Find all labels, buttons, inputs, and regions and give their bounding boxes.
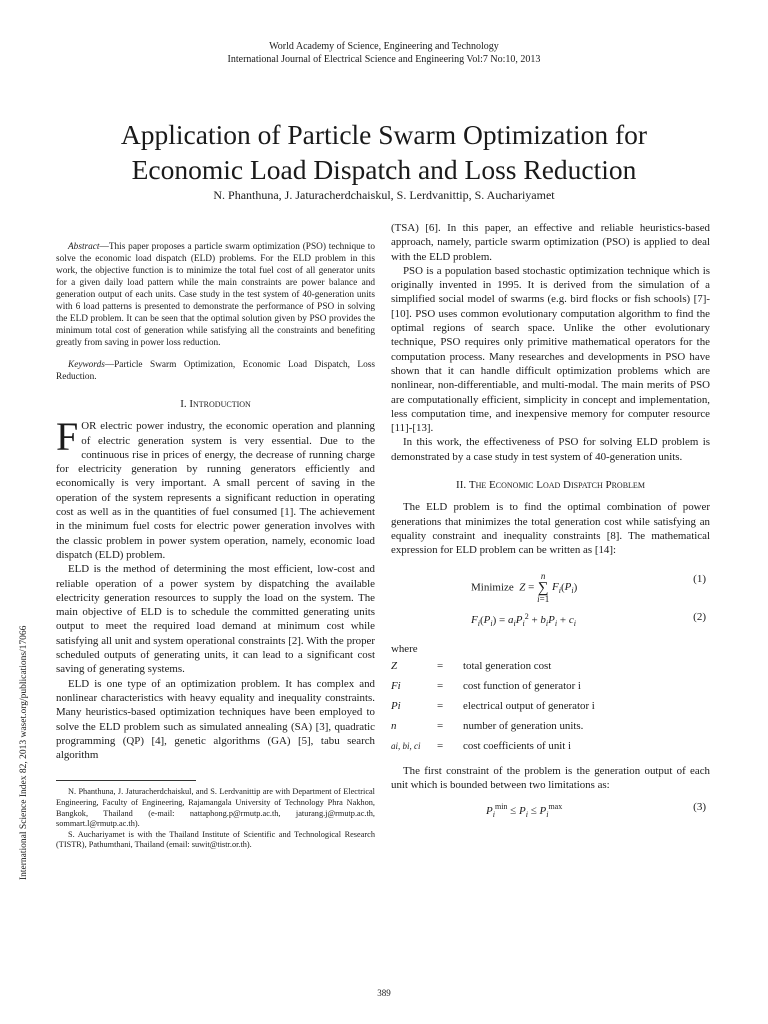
equation-1: Minimize Z = n ∑ i=1 $F_i(P_i)$ (1) (471, 570, 706, 604)
equation-2: $F_i(P_i) = a_iP_i^2 + b_iP_i + c_i$ (2) (471, 610, 706, 629)
definition-text: cost coefficients of unit i (463, 739, 572, 752)
intro-paragraph-3: ELD is one type of an optimization problem. It has complex and nonlinear characteristics with heavy equality and inequality constraints. Many heuristics-based optimization techniques have been employed to solve the ELD problem such as simulated annealing (SA) [3], quadratic programming (QP) [4], genetic algorithms (GA) [5], tabu search algorithm (56, 677, 375, 762)
right-column (391, 221, 710, 826)
header-line-2: International Journal of Electrical Science and Engineering Vol:7 No:10, 2013 (227, 54, 541, 65)
keywords-label: Keywords (68, 360, 105, 370)
intro-paragraph-2: ELD is the method of determining the most efficient, low-cost and reliable operation of a power system by dispatching the available electricity generation resources to supply the load on the system. The main objective of ELD is to schedule the committed generating units output to meet the required load demand at minimum cost while satisfying all unit and system operational constraints [2]. With the proper scheduled outputs of generating units, it can lead to a significant cost saving of generating systems. (56, 563, 375, 676)
intro-paragraph-1-text: OR electric power industry, the economic operation and planning of electric generation system is very essential. Due to the continuous rise in prices of energy, the decrease of running charge for electricity generation by running generators efficiently and economically is very important. A small percent of saving in the operation of the system represents a significant reduction in operating cost as well as in the quantities of fuel consumed [1]. The achievement in the minimum fuel costs for electric power generation involves with the classic problem in power system operation, namely, economic load dispatch (ELD) problem. (56, 420, 375, 561)
equation-2-number: (2) (693, 610, 706, 623)
definition-text: number of generation units. (463, 719, 584, 732)
definition-equals: = (437, 739, 444, 752)
definition-row (391, 656, 710, 676)
left-column (56, 221, 375, 851)
author-list: N. Phanthuna, J. Jaturacherdchaiskul, S. Lerdvanittip, S. Auchariyamet (213, 188, 555, 202)
header-line-1: World Academy of Science, Engineering and Technology (269, 41, 499, 52)
definition-symbol: Pi (391, 699, 401, 712)
equation-3-number: (3) (693, 801, 706, 814)
definition-text: cost function of generator i (463, 679, 581, 692)
page-number: 389 (377, 988, 391, 998)
section-2-number: II. (456, 479, 467, 492)
definition-symbol: Z (391, 659, 398, 672)
abstract-label: Abstract (68, 242, 100, 252)
where-label: where (391, 642, 418, 655)
definition-equals: = (437, 719, 444, 732)
variable-definitions (391, 642, 710, 756)
definition-symbol: ai, bi, ci (391, 740, 421, 751)
equation-3: $P_i^{min} \le P_i \le P_i^{max}$ (3) (486, 801, 706, 820)
definition-equals: = (437, 679, 444, 692)
section-2-title: The Economic Load Dispatch Problem (468, 479, 645, 492)
eld-paragraph: The ELD problem is to find the optimal combination of power generations that minimizes the total generation cost while satisfying an equality constraint and inequality constraints [8]. The mathematical expression for ELD problem can be written as [14]: (391, 501, 710, 557)
footnote-rule (56, 780, 196, 781)
keywords (56, 359, 375, 383)
section-1-title: Introduction (189, 398, 251, 410)
title-line-1: Application of Particle Swarm Optimization for (120, 119, 648, 150)
footnote-2: S. Auchariyamet is with the Thailand Institute of Scientific and Technological Research (TISTR), Pathumthani, Thailand (email: suwit@tistr.or.th). (56, 829, 375, 850)
definition-row (391, 696, 710, 716)
right-paragraph-1: (TSA) [6]. In this paper, an effective and reliable heuristics-based approach, namely, particle swarm optimization (PSO) is applied to deal with the ELD problem. (391, 222, 710, 263)
journal-header (0, 40, 768, 66)
drop-cap: F (56, 414, 79, 460)
equation-1-label: Minimize (471, 581, 514, 594)
right-paragraph-3: In this work, the effectiveness of PSO for solving ELD problem is demonstrated by a case study in test system of 40-generation units. (391, 436, 710, 463)
section-heading-introduction (56, 397, 375, 411)
keywords-text: —Particle Swarm Optimization, Economic Load Dispatch, Loss Reduction. (56, 360, 375, 382)
definition-text: electrical output of generator i (463, 699, 595, 712)
definition-row (391, 676, 710, 696)
constraint-paragraph: The first constraint of the problem is the generation output of each unit which is bounded between two limitations as: (391, 764, 710, 792)
definition-row (391, 716, 710, 736)
definition-equals: = (437, 699, 444, 712)
definition-text: total generation cost (463, 659, 552, 672)
definition-equals: = (437, 659, 444, 672)
title-line-2: Economic Load Dispatch and Loss Reduction (131, 154, 637, 185)
paper-title (0, 117, 768, 187)
right-paragraph-2: PSO is a population based stochastic optimization technique which is originally invented in 1995. It is derived from the simulation of a simplified social model of swarms (e.g. bird flocks or fish schools) [7]-[10]. PSO uses common evolutionary computation algorithm to find the optimal regions of search space. Unlike the other evolutionary technique, PSO requires only primitive mathematical operators for the computation process. Many researches and developments in PSO have shown that it can handle difficult optimization problems which are nonlinear, non-differentiable, and multi-modal. The main merits of PSO are computationally efficient, simplicity in concept and implementation, less computation time, and inexpensive memory for computer resource [11]-[13]. (391, 264, 710, 435)
section-heading-eld-problem (391, 478, 710, 492)
definition-symbol: Fi (391, 679, 401, 692)
abstract (56, 241, 375, 349)
footnote-1: N. Phanthuna, J. Jaturacherdchaiskul, and S. Lerdvanittip are with Department of Electrical Engineering, Faculty of Engineering, Rajamangala University of Technology Phra Nakhon, Bangkok, Thailand (e-mail: nattaphong.p@rmutp.ac.th, jaturang.j@rmutp.ac.th, sommart.l@rmutp.ac.th). (56, 787, 375, 829)
section-1-number: I. (180, 398, 187, 410)
definition-symbol: n (391, 719, 397, 732)
abstract-text: —This paper proposes a particle swarm optimization (PSO) technique to solve the economic load dispatch (ELD) problems. For the ELD problem in this work, the objective function is to minimize the total fuel cost of all generator units for a given daily load pattern while the main constraints are power balance and generation output of each units. Case study in the test system of 40-generation units with 6 load patterns is presented to demonstrate the performance of PSO in solving the ELD problem. It can be seen that the optimal solution given by PSO provides the minimum total cost of generation while satisfying all the constraints and benefiting greatly from saving in power loss reduction. (56, 242, 375, 348)
side-index-text: International Science Index 82, 2013 waset.org/publications/17066 (19, 625, 29, 880)
equation-1-number: (1) (693, 572, 706, 585)
definition-row (391, 736, 710, 756)
intro-paragraph-1 (56, 414, 375, 562)
